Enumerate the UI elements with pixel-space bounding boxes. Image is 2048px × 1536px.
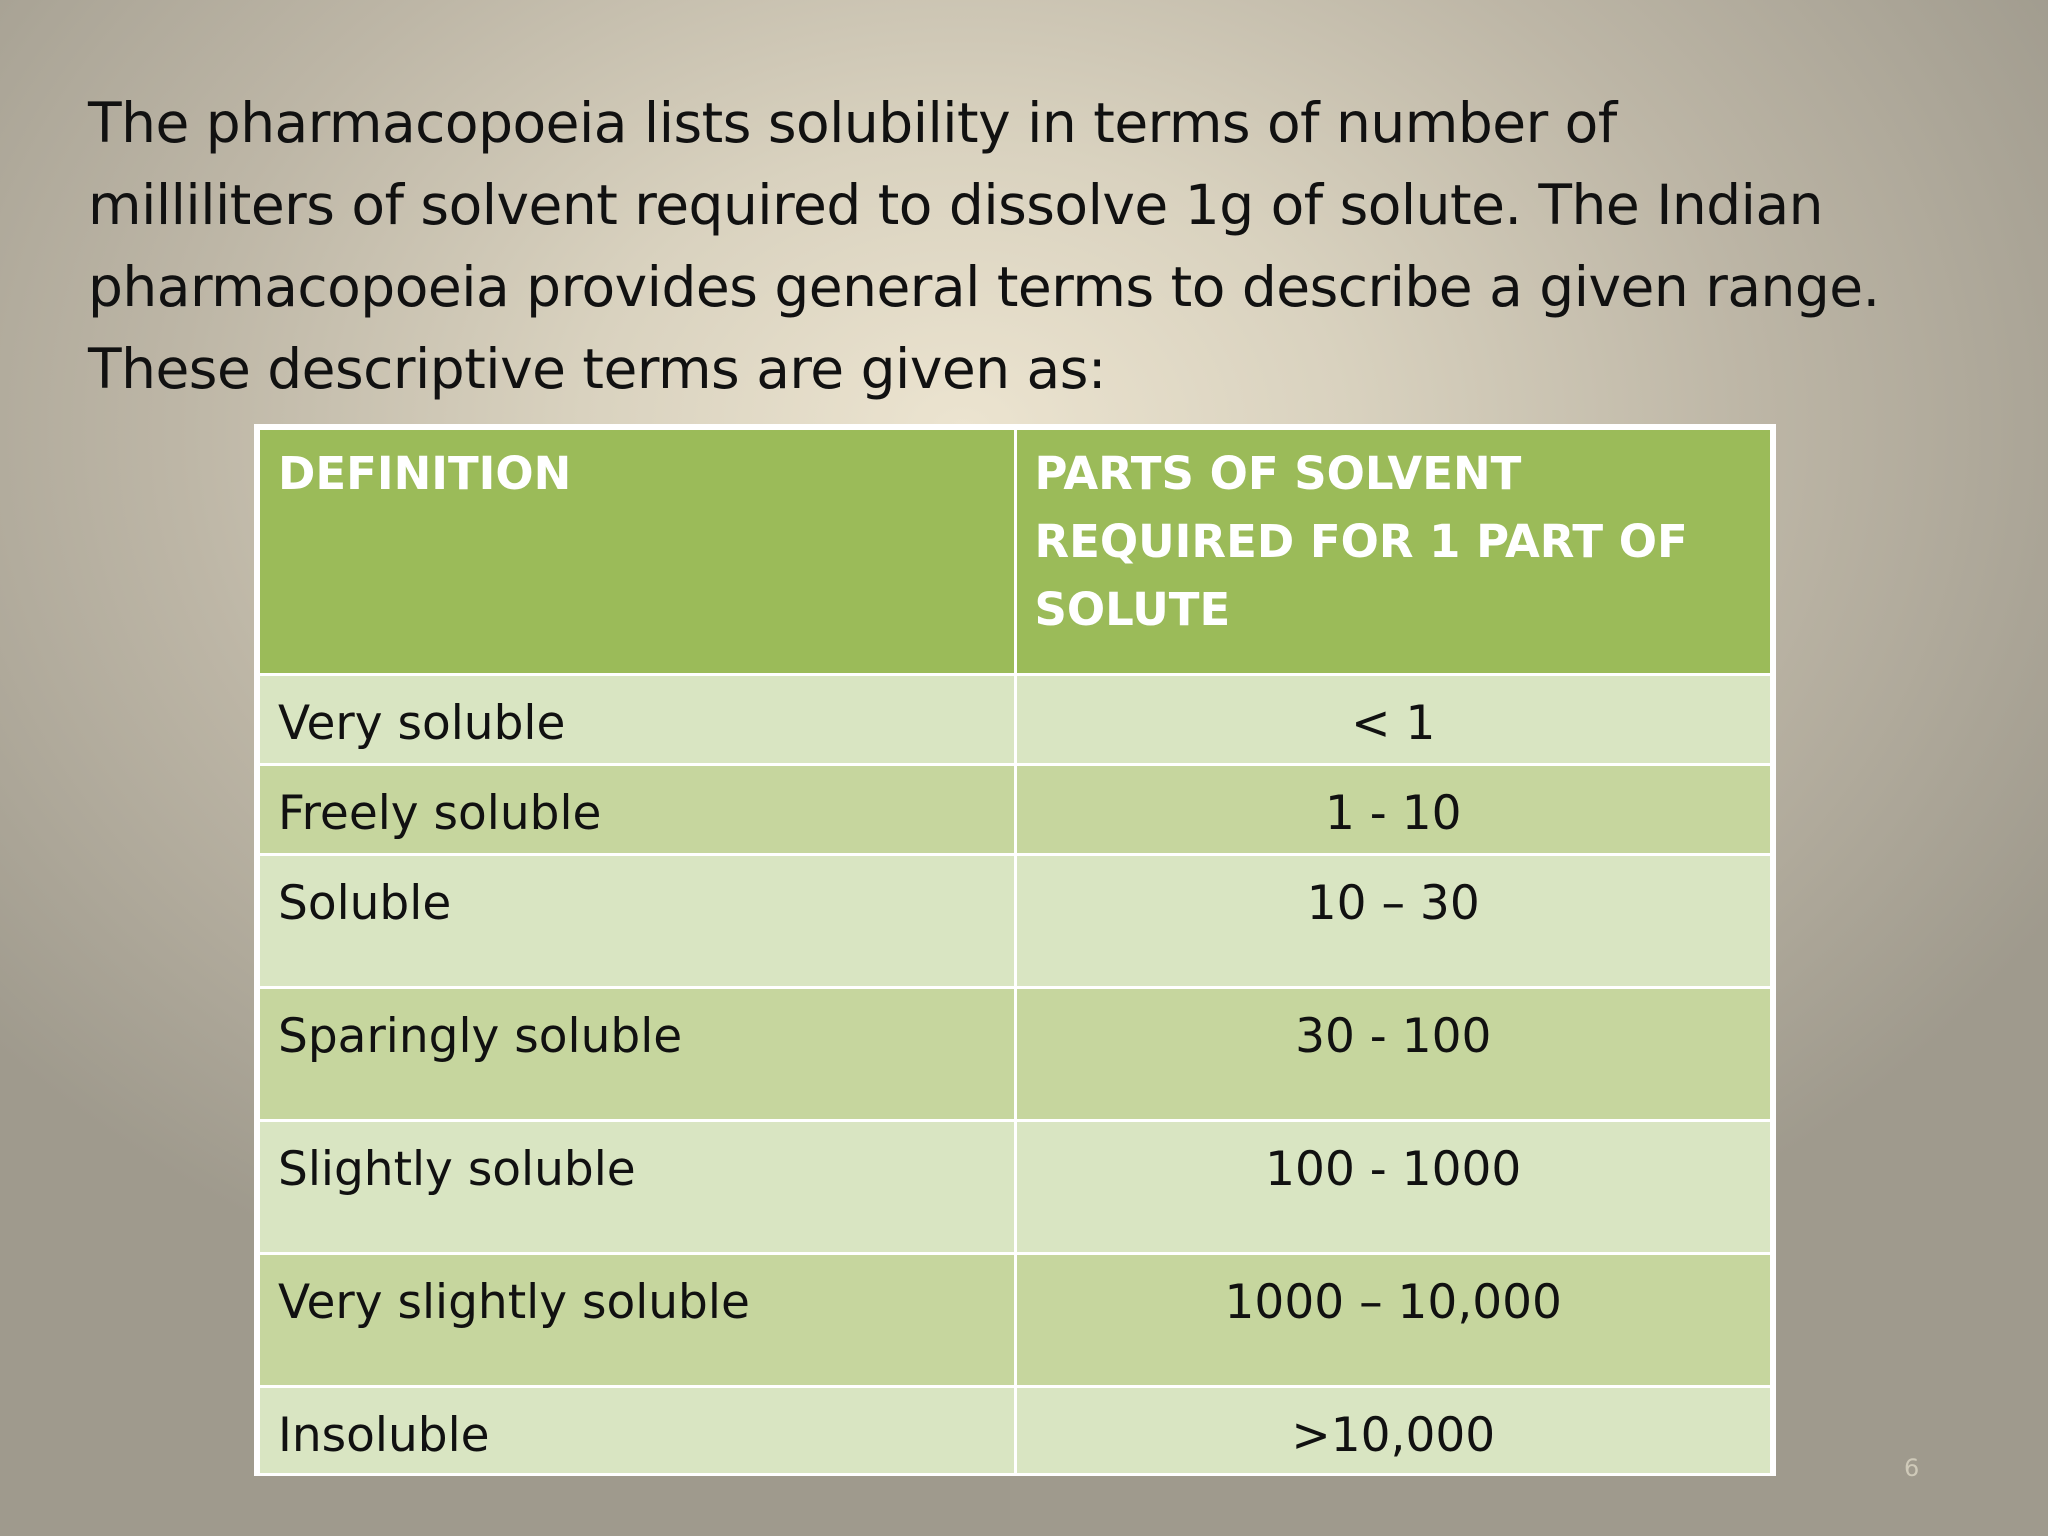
intro-line: pharmacopoeia provides general terms to describe a given range.	[88, 255, 1880, 319]
intro-paragraph	[88, 82, 1968, 410]
parts-cell: >10,000	[1015, 1387, 1772, 1475]
slide-number: 6	[1904, 1454, 1920, 1482]
intro-line: These descriptive terms are given as:	[88, 337, 1106, 401]
definition-cell: Insoluble	[259, 1387, 1016, 1475]
parts-cell: 1 - 10	[1015, 765, 1772, 855]
table-row	[259, 765, 1772, 855]
definition-cell: Very slightly soluble	[259, 1254, 1016, 1387]
parts-cell: 1000 – 10,000	[1015, 1254, 1772, 1387]
header-parts-of-solvent: PARTS OF SOLVENT REQUIRED FOR 1 PART OF SOLUTE	[1015, 429, 1772, 675]
definition-cell: Soluble	[259, 855, 1016, 988]
intro-line: milliliters of solvent required to dissolve 1g of solute. The Indian	[88, 173, 1824, 237]
parts-cell: < 1	[1015, 675, 1772, 765]
solubility-table	[257, 427, 1773, 1476]
table-header-row	[259, 429, 1772, 675]
definition-cell: Freely soluble	[259, 765, 1016, 855]
definition-cell: Very soluble	[259, 675, 1016, 765]
table-row	[259, 1387, 1772, 1475]
definition-cell: Slightly soluble	[259, 1121, 1016, 1254]
table-row	[259, 988, 1772, 1121]
solubility-table-frame	[254, 424, 1776, 1476]
table-row	[259, 1254, 1772, 1387]
intro-line: The pharmacopoeia lists solubility in terms of number of	[88, 91, 1617, 155]
parts-cell: 100 - 1000	[1015, 1121, 1772, 1254]
definition-cell: Sparingly soluble	[259, 988, 1016, 1121]
parts-cell: 10 – 30	[1015, 855, 1772, 988]
table-row	[259, 1121, 1772, 1254]
table-row	[259, 675, 1772, 765]
header-definition: DEFINITION	[259, 429, 1016, 675]
parts-cell: 30 - 100	[1015, 988, 1772, 1121]
table-row	[259, 855, 1772, 988]
